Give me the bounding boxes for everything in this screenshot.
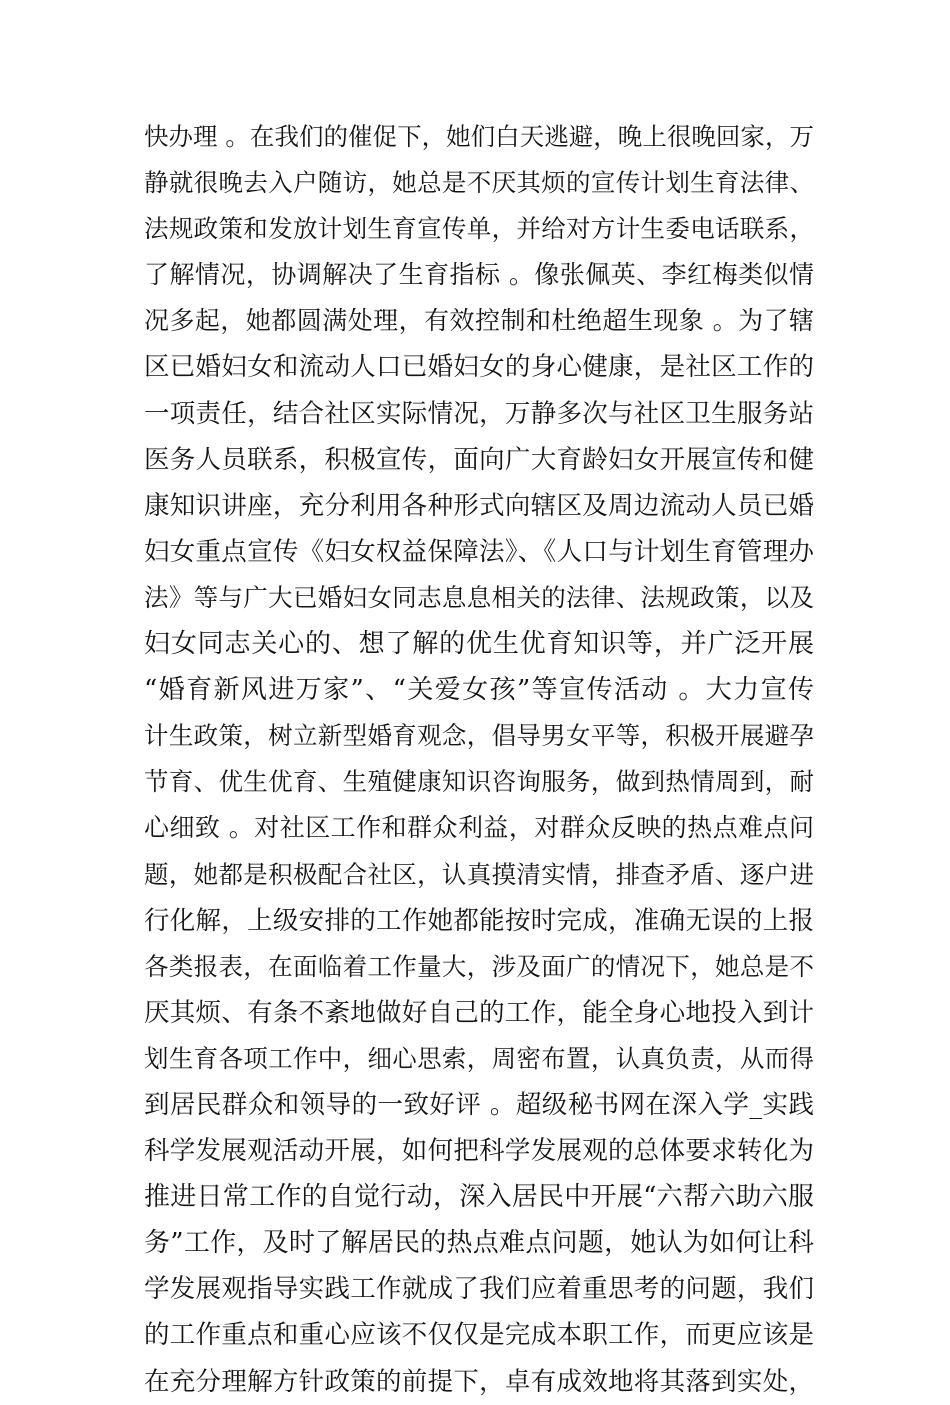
text-line: 静就很晚去入户随访，她总是不厌其烦的宣传计划生育法律、 [144, 168, 814, 198]
text-line: 心细致 。对社区工作和群众利益，对群众反映的热点难点问 [144, 813, 814, 843]
text-line: 行化解，上级安排的工作她都能按时完成，准确无误的上报 [144, 905, 814, 936]
text-line: 务”工作，及时了解居民的热点难点问题，她认为如何让科 [144, 1228, 814, 1259]
body-text [144, 114, 814, 1405]
text-line: 法》等与广大已婚妇女同志息息相关的法律、法规政策，以及 [144, 582, 814, 612]
text-line: 推进日常工作的自觉行动，深入居民中开展“六帮六助六服 [144, 1182, 814, 1213]
text-line: 科学发展观活动开展，如何把科学发展观的总体要求转化为 [144, 1136, 814, 1167]
text-line: 医务人员联系，积极宣传，面向广大育龄妇女开展宣传和健 [144, 444, 814, 475]
text-line: 节育、优生优育、生殖健康知识咨询服务，做到热情周到，耐 [144, 767, 814, 797]
text-line: 妇女重点宣传《妇女权益保障法》、《人口与计划生育管理办 [144, 536, 814, 567]
text-line: 康知识讲座，充分利用各种形式向辖区及周边流动人员已婚 [144, 490, 814, 521]
text-line: 区已婚妇女和流动人口已婚妇女的身心健康，是社区工作的 [144, 352, 814, 383]
text-line: 一项责任，结合社区实际情况，万静多次与社区卫生服务站 [144, 398, 814, 429]
text-line: 况多起，她都圆满处理，有效控制和杜绝超生现象 。为了辖 [144, 306, 814, 336]
text-line: 学发展观指导实践工作就成了我们应着重思考的问题，我们 [144, 1274, 814, 1305]
text-line: 妇女同志关心的、想了解的优生优育知识等，并广泛开展 [144, 629, 814, 660]
text-line: 法规政策和发放计划生育宣传单，并给对方计生委电话联系， [144, 214, 814, 244]
text-line: 快办理 。在我们的催促下，她们白天逃避，晚上很晚回家，万 [144, 122, 814, 151]
text-line: 划生育各项工作中，细心思索，周密布置，认真负责，从而得 [144, 1043, 814, 1073]
text-line: 的工作重点和重心应该不仅仅是完成本职工作，而更应该是 [144, 1320, 814, 1351]
text-line: 题，她都是积极配合社区，认真摸清实情，排查矛盾、逐户进 [144, 859, 814, 889]
text-line: 厌其烦、有条不紊地做好自己的工作，能全身心地投入到计 [144, 997, 814, 1028]
text-line: “婚育新风进万家”、“关爱女孩”等宣传活动 。大力宣传 [144, 675, 814, 706]
text-line: 了解情况，协调解决了生育指标 。像张佩英、李红梅类似情 [144, 260, 814, 290]
text-line: 计生政策，树立新型婚育观念，倡导男女平等，积极开展避孕 [144, 721, 814, 751]
text-line: 在充分理解方针政策的前提下，卓有成效地将其落到实处， [144, 1366, 814, 1397]
text-line: 到居民群众和领导的一致好评 。超级秘书网在深入学_实践 [144, 1089, 814, 1120]
text-line: 各类报表，在面临着工作量大，涉及面广的情况下，她总是不 [144, 951, 814, 981]
